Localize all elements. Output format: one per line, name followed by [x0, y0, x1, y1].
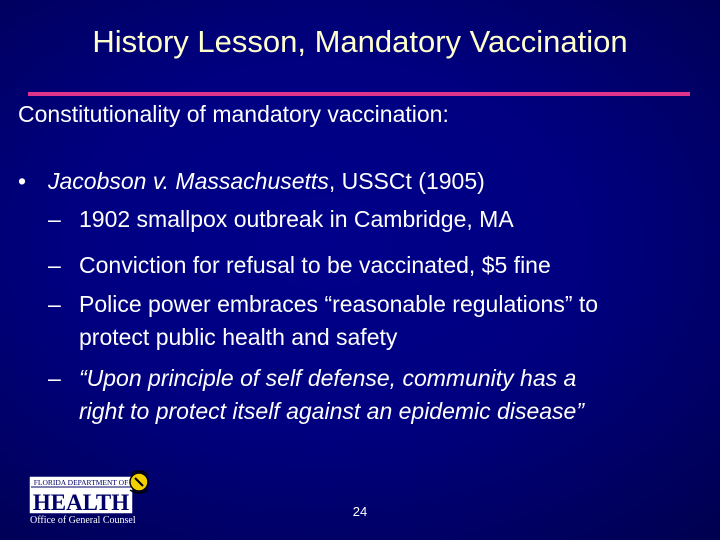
slide-title: History Lesson, Mandatory Vaccination [92, 24, 628, 59]
title-divider [28, 92, 690, 96]
dash-marker: – [48, 365, 61, 391]
subpoint-continuation: right to protect itself against an epidemic disease” [79, 398, 584, 424]
bullet-item [18, 168, 485, 194]
subpoint-item [48, 206, 514, 232]
subpoint-continuation: protect public health and safety [79, 324, 398, 350]
dash-marker: – [48, 252, 61, 278]
dash-marker: – [48, 206, 61, 232]
subpoint-text: “Upon principle of self defense, community has a [79, 365, 577, 391]
intro-text: Constitutionality of mandatory vaccination: [18, 101, 449, 127]
subpoint-text: 1902 smallpox outbreak in Cambridge, MA [79, 206, 514, 232]
dash-marker: – [48, 291, 61, 317]
logo-caption: Office of General Counsel [30, 515, 136, 526]
logo-top-text: FLORIDA DEPARTMENT OF [33, 478, 129, 487]
subpoint-item [48, 365, 576, 391]
case-citation: , USSCt (1905) [328, 168, 485, 194]
subpoint-item [48, 252, 551, 278]
case-name: Jacobson v. Massachusetts [48, 168, 329, 194]
subpoint-item [48, 291, 598, 317]
bullet-marker: • [18, 168, 27, 194]
logo-main-text: HEALTH [32, 490, 130, 515]
subpoint-text: Police power embraces “reasonable regulations” to [79, 291, 599, 317]
page-number: 24 [352, 504, 368, 519]
subpoint-text: Conviction for refusal to be vaccinated, $5 fine [79, 252, 551, 278]
